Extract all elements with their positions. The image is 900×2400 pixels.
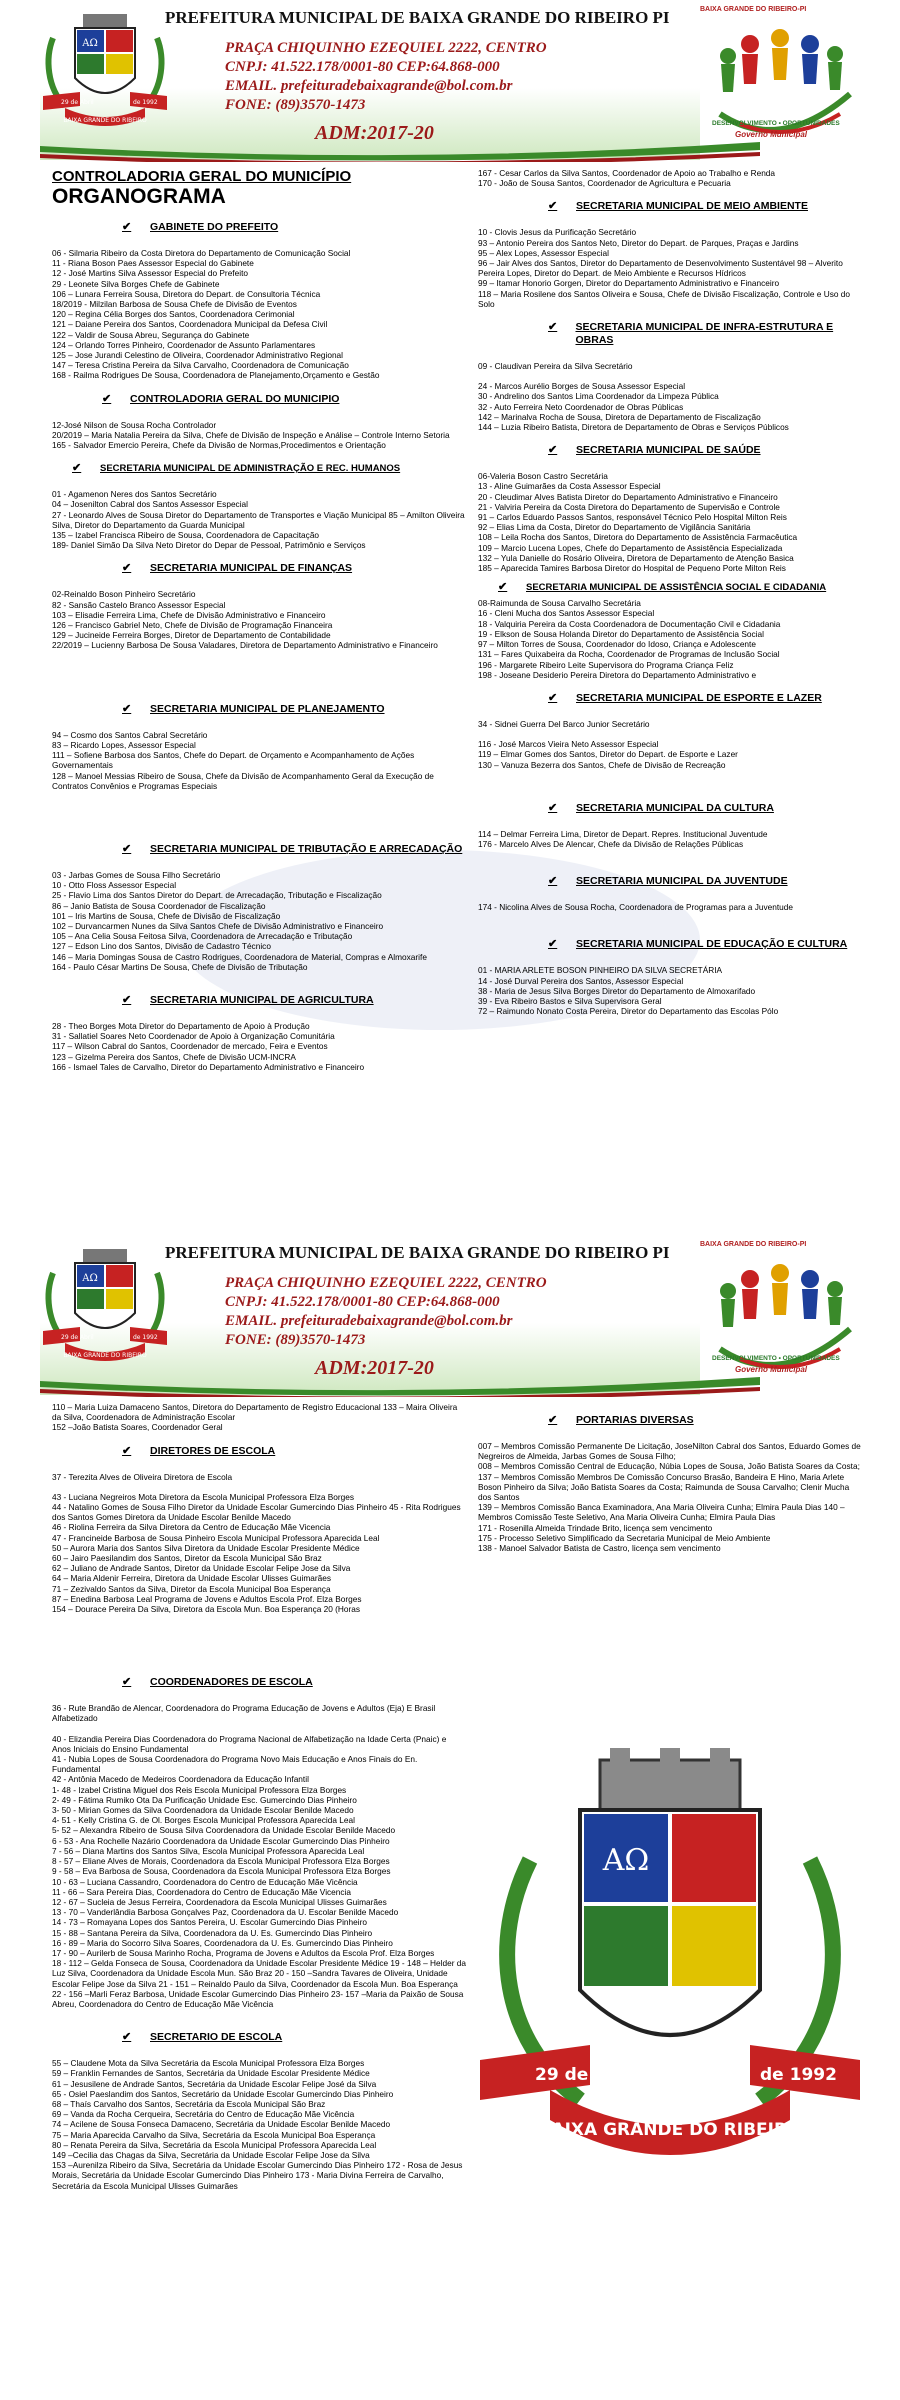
municipal-crest-icon [35, 8, 175, 128]
list-item: 16 - 89 – Maria do Socorro Silva Soares, Coordenadora da U. Es. Gumercindo Dias Pinheiro [52, 1937, 393, 1948]
list-item: 12 - 67 – Sucleia de Jesus Ferreira, Coordenadora da Escola Municipal Ulisses Guimarães [52, 1896, 387, 1907]
list-item: 96 – Jair Alves dos Santos, Diretor do Departamento de Desenvolvimento Sustentável 98 – Alverito Pereira Lopes, Diretor do Depart. de Meio Ambiente e Recursos Hídricos [478, 258, 843, 279]
list-item: 01 - Agamenon Neres dos Santos Secretário [52, 489, 217, 500]
crest-year: de 1992 [133, 1334, 158, 1341]
letterhead-bottom [0, 1235, 900, 1395]
list-item: 99 – Itamar Honorio Gorgen, Diretor do Departamento Administrativo e Financeiro [478, 278, 780, 289]
list-item: 138 - Manoel Salvador Batista de Castro, licença sem vencimento [478, 1543, 721, 1554]
column-4 [478, 1402, 863, 1553]
list-item: 1- 48 - Izabel Cristina Miguel dos Reis Escola Municipal Professora Elza Borges [52, 1784, 347, 1795]
list-item: 164 - Paulo César Martins De Sousa, Chefe de Divisão de Tributação [52, 961, 308, 972]
section-title: SECRETARIA MUNICIPAL DE ADMINISTRAÇÃO E REC. HUMANOS [100, 463, 401, 475]
list-item: 171 - Rosenilla Almeida Trindade Brito, licença sem vencimento [478, 1522, 713, 1533]
crest-letters: AΩ [602, 1843, 650, 1878]
section-heading [478, 444, 863, 457]
list-item: 149 –Cecilia das Chagas da Silva, Secretária da Unidade Escolar Felipe Jose da Silva [52, 2149, 370, 2160]
list-item: 17 - 90 – Aurilerb de Sousa Marinho Rocha, Programa de Jovens e Adultos da Escola Prof. Elza Borges [52, 1947, 435, 1958]
section-title: SECRETARIA MUNICIPAL DE TRIBUTAÇÃO E ARRECADAÇÃO [150, 842, 463, 855]
list-item: 94 – Cosmo dos Santos Cabral Secretário [52, 729, 208, 740]
checkmark-icon: ✔ [122, 562, 132, 575]
list-item: 87 – Enedina Barbosa Leal Programa de Jovens e Adultos Escola Prof. Elza Borges [52, 1593, 362, 1604]
list-item: 4- 51 - Kelly Cristina G. de Ol. Borges Escola Municipal Professora Aparecida Leal [52, 1815, 355, 1826]
section-body [52, 420, 467, 451]
section-title: GABINETE DO PREFEITO [150, 221, 279, 233]
list-item: 114 – Delmar Ferreira Lima, Diretor de Depart. Repres. Institucional Juventude [478, 828, 768, 839]
list-item: 128 – Manoel Messias Ribeiro de Sousa, Chefe da Divisão de Acompanhamento Geral da Execução de Contratos Convênios e Programas Especiais [52, 770, 434, 791]
section-title: DIRETORES DE ESCOLA [150, 1444, 276, 1457]
section-body [478, 598, 863, 680]
list-item: 91 – Carlos Eduardo Passos Santos, responsável Técnico Pelo Hospital Milton Reis [478, 512, 787, 523]
list-item: 34 - Sidnei Guerra Del Barco Junior Secretário [478, 718, 650, 729]
section-title: PORTARIAS DIVERSAS [576, 1414, 694, 1426]
checkmark-icon: ✔ [548, 200, 558, 213]
list-item: 12-José Nilson de Sousa Rocha Controlador [52, 419, 217, 430]
list-item: 120 – Regina Célia Borges dos Santos, Coordenadora Cerimonial [52, 309, 295, 320]
section-heading [52, 703, 467, 716]
list-item: 09 - Claudivan Pereira da Silva Secretário [478, 361, 633, 372]
page-title: CONTROLADORIA GERAL DO MUNICÍPIO [52, 168, 352, 185]
checkmark-icon: ✔ [548, 691, 558, 704]
section-body [478, 719, 863, 770]
list-item: 46 - Riolina Ferreira da Silva Diretora da Centro de Educação Mãe Vicencia [52, 1522, 331, 1533]
checkmark-icon: ✔ [122, 1676, 132, 1689]
list-item: 198 - Joseane Desiderio Pereira Diretora do Departamento Administrativo e [478, 669, 757, 680]
section-heading [478, 802, 863, 815]
letterhead-adm: ADM:2017-20 [315, 122, 434, 144]
list-item: 10 - Clovis Jesus da Purificação Secretário [478, 227, 637, 238]
checkmark-icon: ✔ [122, 842, 132, 855]
list-item: 28 - Theo Borges Mota Diretor do Departamento de Apoio à Produção [52, 1020, 310, 1031]
checkmark-icon: ✔ [102, 392, 112, 405]
list-item: 106 – Lunara Ferreira Sousa, Diretora do Depart. de Consultoria Técnica [52, 288, 321, 299]
list-item: 168 - Railma Rodrigues De Sousa, Coordenadora de Planejamento,Orçamento e Gestão [52, 370, 380, 381]
checkmark-icon: ✔ [548, 938, 558, 951]
list-item: 9 - 58 – Eva Barbosa de Sousa, Coordenadora da Escola Municipal Professora Elza Borges [52, 1866, 391, 1877]
crest-letters: AΩ [82, 38, 98, 49]
list-item: 126 – Francisco Gabriel Neto, Chefe de Divisão de Programação Financeira [52, 620, 333, 631]
list-item: 153 –Aurenilza Ribeiro da Silva, Secretária da Unidade Escolar Gumercindo Dias Pinheiro 172 - Rosa de Jesus Morais, Secretária da Unidade Escolar Gumercindo Dias Pinheiro 173 - Maria Divina Ferreira de Carvalho, Secretária da Escola Municipal Ulisses Guimarães [52, 2160, 463, 2191]
list-item: 185 – Aparecida Tamires Barbosa Diretor do Hospital de Pequeno Porte Milton Reis [478, 563, 786, 574]
logo-sub-text: DESENVOLVIMENTO • OPORTUNIDADES [712, 120, 840, 127]
section-title: SECRETARIA MUNICIPAL DE AGRICULTURA [150, 993, 374, 1006]
column-4-sections [478, 1414, 863, 1553]
crest-year: de 1992 [760, 2065, 837, 2085]
section-title: SECRETARIA MUNICIPAL DE ASSISTÊNCIA SOCIAL E CIDADANIA [526, 582, 827, 594]
section-title: SECRETARIA MUNICIPAL DE INFRA-ESTRUTURA E OBRAS [575, 321, 834, 347]
list-item: 105 – Ana Celia Sousa Feitosa Silva, Coordenadora de Arrecadação e Tributação [52, 931, 353, 942]
section-title: SECRETARIA MUNICIPAL DA CULTURA [576, 801, 774, 814]
section-heading [52, 1676, 467, 1689]
list-item: 11 - Riana Boson Paes Assessor Especial do Gabinete [52, 258, 254, 269]
list-item: 189- Daniel Simão Da Silva Neto Diretor do Depar de Pessoal, Patrimônio e Serviços [52, 540, 366, 551]
list-item: 129 – Jucineide Ferreira Borges, Diretor de Departamento de Contabilidade [52, 630, 331, 641]
list-item: 19 - Elkson de Sousa Holanda Diretor do Departamento de Assistência Social [478, 628, 764, 639]
list-item: 165 - Salvador Emercio Pereira, Chefe da Divisão de Normas,Procedimentos e Orientação [52, 440, 386, 451]
list-item: 147 – Teresa Cristina Pereira da Silva Carvalho, Coordenadora de Comunicação [52, 360, 349, 371]
list-item: 121 – Daiane Pereira dos Santos, Coordenadora Municipal da Defesa Civil [52, 319, 328, 330]
list-item: 20/2019 – Maria Natalia Pereira da Silva, Chefe de Divisão de Inspeção e Análise – Controle Interno Setoria [52, 429, 450, 440]
list-item: 21 - Valviria Pereira da Costa Diretora do Departamento de Supervisão e Controle [478, 501, 780, 512]
section-body [478, 829, 863, 849]
section-title: SECRETARIA MUNICIPAL DA JUVENTUDE [576, 875, 788, 888]
letterhead-title: PREFEITURA MUNICIPAL DE BAIXA GRANDE DO RIBEIRO PI [165, 8, 670, 27]
section-title: SECRETARIA MUNICIPAL DE ESPORTE E LAZER [576, 691, 822, 704]
section-body [52, 1472, 467, 1615]
list-item: 14 - José Durval Pereira dos Santos, Assessor Especial [478, 975, 684, 986]
list-item: 11 - 66 – Sara Pereira Dias, Coordenadora do Centro de Educação Mãe Vicencia [52, 1886, 352, 1897]
list-item: 06-Valeria Boson Castro Secretária [478, 471, 608, 482]
list-item: 007 – Membros Comissão Permanente De Licitação, JoseNilton Cabral dos Santos, Eduardo Gomes de Negreiros de Almeida, Jarbas Gomes de Sousa Filho; [478, 1441, 861, 1462]
column-2-sections [478, 200, 863, 1016]
list-item: 122 – Valdir de Sousa Abreu, Segurança do Gabinete [52, 329, 250, 340]
list-item: 25 - Flavio Lima dos Santos Diretor do Depart. de Arrecadação, Tributação e Fiscalização [52, 890, 382, 901]
list-item [52, 1724, 467, 1734]
list-item: 22/2019 – Lucienny Barbosa De Sousa Valadares, Diretora de Departamento Administrativo e Financeiro [52, 640, 438, 651]
checkmark-icon: ✔ [122, 221, 132, 233]
section-body [52, 1703, 467, 2009]
list-item: 24 - Marcos Aurélio Borges de Sousa Assessor Especial [478, 381, 686, 392]
section-title: SECRETARIO DE ESCOLA [150, 2031, 283, 2044]
list-item: 127 – Edson Lino dos Santos, Divisão de Cadastro Técnico [52, 941, 271, 952]
list-item: 135 – Izabel Francisca Ribeiro de Sousa, Coordenadora de Capacitação [52, 530, 320, 541]
section-body [478, 361, 863, 432]
list-item: 83 – Ricardo Lopes, Assessor Especial [52, 739, 196, 750]
list-item: 196 - Margarete Ribeiro Leite Supervisora do Programa Criança Feliz [478, 659, 734, 670]
section-heading [52, 562, 467, 575]
list-item: 109 – Marcio Lucena Lopes, Chefe do Departamento de Assistência Especializada [478, 542, 783, 553]
checkmark-icon: ✔ [548, 321, 558, 334]
list-item: 59 – Franklin Fernandes de Santos, Secretária da Unidade Escolar Presidente Médice [52, 2068, 370, 2079]
column-1 [52, 168, 467, 1072]
list-item: 2- 49 - Fátima Rumiko Ota Da Purificação Unidade Esc. Gumercindo Dias Pinheiro [52, 1794, 357, 1805]
list-item: 102 – Durvancarmen Nunes da Silva Santos Chefe de Divisão Administrativo e Financeiro [52, 920, 384, 931]
letterhead-swoosh [40, 1375, 760, 1397]
list-item: 139 – Membros Comissão Banca Examinadora, Ana Maria Oliveira Cunha; Elmira Paula Dias 140 – Membros Comissão Teste Seletivo, Ana Maria Oliveira Cunha; Elmira Paula Dias [478, 1502, 845, 1523]
list-item: 132 – Yula Danielle do Rosário Oliveira, Diretora de Departamento de Atenção Basica [478, 552, 794, 563]
letterhead-address: PRAÇA CHIQUINHO EZEQUIEL 2222, CENTRO [225, 1275, 547, 1291]
letterhead-phone: FONE: (89)3570-1473 [225, 97, 366, 113]
section-heading [52, 2031, 467, 2044]
letterhead-phone: FONE: (89)3570-1473 [225, 1332, 366, 1348]
list-item: 04 – Josenilton Cabral dos Santos Assessor Especial [52, 499, 249, 510]
list-item [52, 1482, 467, 1492]
list-item: 174 - Nicolina Alves de Sousa Rocha, Coordenadora de Programas para a Juventude [478, 902, 794, 913]
section-heading [478, 692, 863, 705]
section-heading [478, 581, 863, 594]
letterhead-cnpj: CNPJ: 41.522.178/0001-80 CEP:64.868-000 [225, 1294, 500, 1310]
section-heading [478, 1414, 863, 1427]
letterhead-top [0, 0, 900, 160]
list-item: 7 - 56 – Diana Martins dos Santos Silva, Escola Municipal Professora Aparecida Leal [52, 1845, 365, 1856]
section-body [52, 2058, 467, 2191]
list-item: 142 – Marinalva Rocha de Sousa, Diretora de Departamento de Fiscalização [478, 411, 761, 422]
checkmark-icon: ✔ [548, 801, 558, 814]
crest-year: de 1992 [133, 99, 158, 106]
list-item: 95 – Alex Lopes, Assessor Especial [478, 247, 609, 258]
list-item: 86 – Janio Batista de Sousa Coordenador de Fiscalização [52, 900, 266, 911]
logo-gov-text: Governo Municipal [735, 1365, 808, 1374]
list-item: 02-Reinaldo Boson Pinheiro Secretário [52, 589, 196, 600]
crest-name: BAIXA GRANDE DO RIBEIRO [538, 2120, 802, 2140]
crest-date: 29 de Abril [61, 1334, 94, 1341]
list-item: 6 - 53 - Ana Rochelle Nazário Coordenadora da Unidade Escolar Gumercindo Dias Pinheiro [52, 1835, 390, 1846]
checkmark-icon: ✔ [548, 875, 558, 888]
list-item: 32 - Auto Ferreira Neto Coordenador de Obras Públicas [478, 401, 684, 412]
section-heading [52, 221, 467, 234]
list-item: 176 - Marcelo Alves De Alencar, Chefe da Divisão de Relações Públicas [478, 838, 744, 849]
list-item: 44 - Natalino Gomes de Sousa Filho Diretor da Unidade Escolar Gumercindo Dias Pinheiro 45 - Rita Rodrigues dos Santos Gomes Diretora da Unidade Escolar Benilde Macedo [52, 1502, 461, 1523]
checkmark-icon: ✔ [122, 702, 132, 715]
letterhead-email: EMAIL. prefeituradebaixagrande@bol.com.br [225, 78, 513, 94]
list-item: 137 – Membros Comissão Membros De Comissão Concurso Brasão, Bandeira E Hino, Maria Arlete Boson Pinheiro da Silva; João Batista Soares da Costa; Raimunda de Sousa Carvalho; Clenir Mucha dos Santos [478, 1471, 850, 1503]
list-item: 111 – Sofiene Barbosa dos Santos, Chefe do Depart. de Orçamento e Acompanhamento de Ações Governamentais [52, 750, 415, 771]
list-item: 64 – Maria Aldenir Ferreira, Diretora da Unidade Escolar Ulisses Guimarães [52, 1573, 331, 1584]
letterhead-swoosh [40, 140, 760, 162]
crest-letters: AΩ [82, 1273, 98, 1284]
logo-top-text: BAIXA GRANDE DO RIBEIRO-PI [700, 6, 807, 13]
column-2 [478, 168, 863, 1016]
list-item: 75 – Maria Aparecida Carvalho da Silva, Secretária da Escola Municipal Boa Esperança [52, 2129, 376, 2140]
list-item: 38 - Maria de Jesus Silva Borges Diretor do Departamento de Almoxarifado [478, 985, 756, 996]
list-item: 39 - Eva Ribeiro Bastos e Silva Supervisora Geral [478, 995, 662, 1006]
list-item: 10 - 63 – Luciana Cassandro, Coordenadora do Centro de Educação Mãe Vicência [52, 1876, 358, 1887]
list-item: 43 - Luciana Negreiros Mota Diretora da Escola Municipal Professora Elza Borges [52, 1491, 355, 1502]
section-heading [478, 938, 863, 951]
list-item: 101 – Iris Martins de Sousa, Chefe de Divisão de Fiscalização [52, 910, 281, 921]
section-title: CONTROLADORIA GERAL DO MUNICIPIO [130, 392, 340, 405]
checkmark-icon: ✔ [122, 2031, 132, 2044]
section-heading [478, 321, 863, 347]
section-body [52, 1021, 467, 1072]
logo-top-text: BAIXA GRANDE DO RIBEIRO-PI [700, 1241, 807, 1248]
section-body [52, 870, 467, 972]
checkmark-icon: ✔ [122, 993, 132, 1006]
list-item: 50 – Aurora Maria dos Santos Silva Diretora da Unidade Escolar Presidente Médice [52, 1542, 360, 1553]
section-body [478, 471, 863, 573]
section-title: SECRETARIA MUNICIPAL DE EDUCAÇÃO E CULTURA [576, 938, 848, 951]
section-title: SECRETARIA MUNICIPAL DE SAÚDE [576, 444, 761, 457]
list-item: 110 – Maria Luiza Damaceno Santos, Diretora do Departamento de Registro Educacional 133 – Maira Oliveira da Silva, Coordenadora de Administração Escolar [52, 1402, 458, 1423]
section-body [478, 902, 863, 912]
list-item: 31 - Sallatiel Soares Neto Coordenador de Apoio à Organização Comunitária [52, 1031, 335, 1042]
column-3 [52, 1402, 467, 2191]
letterhead-cnpj: CNPJ: 41.522.178/0001-80 CEP:64.868-000 [225, 59, 500, 75]
letterhead-title: PREFEITURA MUNICIPAL DE BAIXA GRANDE DO RIBEIRO PI [165, 1243, 670, 1262]
list-item: 06 - Silmaria Ribeiro da Costa Diretora do Departamento de Comunicação Social [52, 248, 351, 258]
crest-date: 29 de Abril [535, 2065, 640, 2085]
list-item: 69 – Vanda da Rocha Cerqueira, Secretária do Centro de Educação Mãe Vicência [52, 2109, 355, 2120]
section-body [478, 227, 863, 309]
list-item [478, 729, 863, 739]
list-item: 170 - João de Sousa Santos, Coordenador de Agricultura e Pecuaria [478, 178, 731, 189]
section-heading [52, 994, 467, 1007]
column-2-continuation [478, 168, 863, 188]
list-item: 74 – Acilene de Sousa Fonseca Damaceno, Secretária da Unidade Escolar Benilde Macedo [52, 2119, 391, 2130]
letterhead-adm: ADM:2017-20 [315, 1357, 434, 1379]
section-heading [52, 393, 467, 406]
list-item: 117 – Wilson Cabral do Santos, Coordenador de mercado, Feira e Eventos [52, 1041, 328, 1052]
checkmark-icon: ✔ [548, 1414, 558, 1426]
logo-sub-text: DESENVOLVIMENTO • OPORTUNIDADES [712, 1355, 840, 1362]
list-item: 80 – Renata Pereira da Silva, Secretária da Escola Municipal Professora Aparecida Leal [52, 2139, 377, 2150]
section-title: SECRETARIA MUNICIPAL DE PLANEJAMENTO [150, 702, 385, 715]
list-item: 93 – Antonio Pereira dos Santos Neto, Diretor do Depart. de Parques, Praças e Jardins [478, 237, 799, 248]
list-item: 62 – Juliano de Andrade Santos, Diretor da Unidade Escolar Felipe Jose da Silva [52, 1563, 351, 1574]
list-item: 146 – Maria Domingas Sousa de Castro Rodrigues, Coordenadora de Material, Compras e Almoxarife [52, 951, 427, 962]
list-item: 18/2019 - Milzilan Barbosa de Sousa Chefe de Divisão de Eventos [52, 299, 297, 310]
list-item: 123 – Gizelma Pereira dos Santos, Chefe de Divisão UCM-INCRA [52, 1051, 296, 1062]
list-item: 41 - Nubia Lopes de Sousa Coordenadora do Programa Novo Mais Educação e Anos Finais do En. Fundamental [52, 1754, 418, 1775]
checkmark-icon: ✔ [72, 462, 82, 475]
list-item: 20 - Cleudimar Alves Batista Diretor do Departamento Administrativo e Financeiro [478, 491, 778, 502]
list-item: 36 - Rute Brandão de Alencar, Coordenadora do Programa Educação de Jovens e Adultos (Eja) E Brasil Alfabetizado [52, 1703, 436, 1724]
section-title: SECRETARIA MUNICIPAL DE FINANÇAS [150, 562, 353, 575]
list-item: 16 - Cleni Mucha dos Santos Assessor Especial [478, 608, 655, 619]
checkmark-icon: ✔ [548, 444, 558, 457]
list-item: 116 - José Marcos Vieira Neto Assessor Especial [478, 739, 659, 750]
column-1-sections [52, 221, 467, 1072]
list-item: 61 – Jesusilene de Andrade Santos, Secretária da Unidade Escolar Felipe José da Silva [52, 2078, 377, 2089]
list-item: 47 - Francineide Barbosa de Sousa Pinheiro Escola Municipal Professora Aparecida Leal [52, 1532, 380, 1543]
list-item: 008 – Membros Comissão Central de Educação, Núbia Lopes de Sousa, João Batista Soares da Costa; [478, 1461, 860, 1472]
checkmark-icon: ✔ [498, 581, 508, 594]
list-item: 5- 52 – Alexandra Ribeiro de Sousa Silva Coordenadora da Unidade Escolar Benilde Macedo [52, 1825, 396, 1836]
section-body [52, 730, 467, 791]
logo-gov-text: Governo Municipal [735, 130, 808, 139]
list-item: 65 - Osiel Paeslandim dos Santos, Secretário da Unidade Escolar Gumercindo Dias Pinheiro [52, 2088, 394, 2099]
section-body [478, 965, 863, 1016]
list-item: 119 – Elmar Gomes dos Santos, Diretor do Depart. de Esporte e Lazer [478, 749, 738, 760]
list-item: 27 - Leonardo Alves de Sousa Diretor do Departamento de Transportes e Viação Municipal 85 – Amilton Oliveira Silva, Diretor do Departamento da Guarda Municipal [52, 509, 465, 530]
list-item: 72 – Raimundo Nonato Costa Pereira, Diretor do Departamento das Escolas Pólo [478, 1006, 779, 1017]
letterhead-address: PRAÇA CHIQUINHO EZEQUIEL 2222, CENTRO [225, 40, 547, 56]
list-item: 30 - Andrelino dos Santos Lima Coordenador da Limpeza Pública [478, 391, 719, 402]
list-item: 18 - Valquiria Pereira da Costa Coordenadora de Documentação Civil e Cidadania [478, 618, 781, 629]
list-item: 37 - Terezita Alves de Oliveira Diretora de Escola [52, 1471, 233, 1482]
list-item: 118 – Maria Rosilene dos Santos Oliveira e Sousa, Chefe de Divisão Fiscalização, Controle e Uso do Solo [478, 288, 851, 309]
list-item: 03 - Jarbas Gomes de Sousa Filho Secretário [52, 869, 221, 880]
list-item: 12 - José Martins Silva Assessor Especial do Prefeito [52, 268, 248, 279]
letterhead-email: EMAIL. prefeituradebaixagrande@bol.com.br [225, 1313, 513, 1329]
section-body [478, 1441, 863, 1553]
list-item: 175 - Processo Seletivo Simplificado da Secretaria Municipal de Meio Ambiente [478, 1532, 771, 1543]
large-municipal-crest-icon [470, 1740, 870, 2160]
section-heading [52, 462, 467, 475]
list-item: 60 – Jairo Paesilandim dos Santos, Diretor da Escola Municipal São Braz [52, 1553, 322, 1564]
section-title: SECRETARIA MUNICIPAL DE MEIO AMBIENTE [576, 200, 808, 213]
list-item: 29 - Leonete Silva Borges Chefe de Gabinete [52, 278, 220, 289]
list-item: 3- 50 - Mirian Gomes da Silva Coordenadora da Unidade Escolar Benilde Macedo [52, 1805, 354, 1816]
list-item: 68 – Thaís Carvalho dos Santos, Secretária da Escola Municipal São Braz [52, 2098, 326, 2109]
list-item: 82 - Sansão Castelo Branco Assessor Especial [52, 599, 226, 610]
list-item: 18 - 112 – Gelda Fonseca de Sousa, Coordenadora da Unidade Escolar Presidente Médice 19 - 148 – Helder da Luz Silva, Coordenadora da Unidade Escola Mun. São Braz 20 - 150 –Sandra Tavares de Oliveira, Unidade Escolar Felipe Jose da Silva 21 - 151 – Reinaldo Paulo da Silva, Coordenador da Escola Mun. Boa Esperança 22 - 156 –Marli Feraz Barbosa, Unidade Escolar Gumercindo Dias Pinheiro 23- 157 –Maria da Paixão de Sousa Abreu, Coordenadora do Centro de Educação Mãe Vicência [52, 1958, 467, 2009]
page-subtitle: ORGANOGRAMA [52, 185, 226, 208]
list-item: 108 – Leila Rocha dos Santos, Diretora do Departamento de Assistência Farmacêutica [478, 532, 798, 543]
list-item: 131 – Fares Quixabeira da Rocha, Coordenador de Programas de Inclusão Social [478, 649, 780, 660]
list-item: 167 - Cesar Carlos da Silva Santos, Coordenador de Apoio ao Trabalho e Renda [478, 168, 776, 178]
section-body [52, 589, 467, 650]
list-item: 01 - MARIA ARLETE BOSON PINHEIRO DA SILVA SECRETÁRIA [478, 965, 723, 976]
checkmark-icon: ✔ [122, 1444, 132, 1457]
list-item: 08-Raimunda de Sousa Carvalho Secretária [478, 598, 641, 609]
column-3-sections [52, 1445, 467, 2191]
section-heading [478, 875, 863, 888]
list-item: 13 - 70 – Vanderlândia Barbosa Gonçalves Paz, Coordenadora da U. Escolar Benilde Macedo [52, 1907, 399, 1918]
list-item: 124 – Orlando Torres Pinheiro, Coordenador de Assunto Parlamentares [52, 339, 316, 350]
section-body [52, 248, 467, 381]
list-item: 8 - 57 – Eliane Alves de Morais, Coordenadora da Escola Municipal Professora Elza Borges [52, 1856, 390, 1867]
list-item: 152 –João Batista Soares, Coordenador Geral [52, 1422, 223, 1433]
list-item: 14 - 73 – Romayana Lopes dos Santos Pereira, U. Escolar Gumercindo Dias Pinheiro [52, 1917, 367, 1928]
section-title: COORDENADORES DE ESCOLA [150, 1676, 313, 1689]
list-item: 103 – Elisadie Ferreira Lima, Chefe de Divisão Administrativo e Financeiro [52, 609, 326, 620]
crest-date: 29 de Abril [61, 99, 94, 106]
crest-name: BAIXA GRANDE DO RIBEIRO [63, 1352, 147, 1359]
section-heading [52, 1445, 467, 1458]
list-item: 130 – Vanuza Bezerra dos Santos, Chefe de Divisão de Recreação [478, 759, 726, 770]
list-item: 42 - Antônia Macedo de Medeiros Coordenadora da Educação Infantil [52, 1774, 309, 1785]
list-item: 144 – Luzia Ribeiro Batista, Diretora de Departamento de Obras e Serviços Públicos [478, 422, 789, 433]
section-heading [52, 843, 467, 856]
list-item: 15 - 88 – Santana Pereira da Silva, Coordenadora da U. Es. Gumercindo Dias Pinheiro [52, 1927, 373, 1938]
list-item: 40 - Elizandia Pereira Dias Coordenadora do Programa Nacional de Alfabetização na Idade Certa (Pnaic) e Anos Iniciais do Ensino Fundamental [52, 1733, 447, 1754]
list-item: 13 - Aline Guimarães da Costa Assessor Especial [478, 481, 661, 492]
list-item: 10 - Otto Floss Assessor Especial [52, 880, 177, 891]
list-item: 125 – Jose Jurandi Celestino de Oliveira, Coordenador Administrativo Regional [52, 350, 344, 361]
list-item: 92 – Elias Lima da Costa, Diretor do Departamento de Vigilância Sanitária [478, 522, 751, 533]
list-item: 71 – Zezivaldo Santos da Silva, Diretor da Escola Municipal Boa Esperança [52, 1583, 331, 1594]
crest-name: BAIXA GRANDE DO RIBEIRO [63, 117, 147, 124]
list-item: 97 – Milton Torres de Sousa, Coordenador do Idoso, Criança e Adolescente [478, 639, 756, 650]
section-heading [478, 200, 863, 213]
municipal-crest-icon [35, 1243, 175, 1363]
list-item: 166 - Ismael Tales de Carvalho, Diretor do Departamento Administrativo e Financeiro [52, 1061, 365, 1072]
list-item: 154 – Dourace Pereira Da Silva, Diretora da Escola Mun. Boa Esperança 20 (Horas [52, 1604, 361, 1615]
list-item [478, 371, 863, 381]
column-3-continuation [52, 1402, 467, 1433]
list-item: 55 – Claudene Mota da Silva Secretária da Escola Municipal Professora Elza Borges [52, 2058, 365, 2069]
section-body [52, 489, 467, 550]
